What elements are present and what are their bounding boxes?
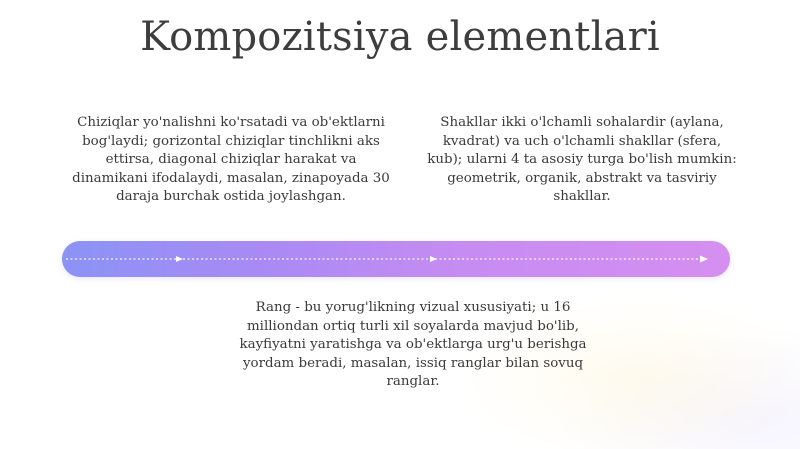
timeline-bar (62, 241, 730, 277)
lines-description: Chiziqlar yo'nalishni ko'rsatadi va ob'ektlarni bog'laydi; gorizontal chiziqlar tinchlikni aks ettirsa, diagonal chiziqlar harakat va dinamikani ifodalaydi, masalan, zinapoyada 30 daraja burchak ostida joylashgan. (72, 115, 390, 205)
slide-title: Kompozitsiya elementlari (140, 14, 660, 60)
timeline-graphic (62, 241, 730, 277)
arrow-right-icon (700, 256, 708, 263)
color-description: Rang - bu yorug'likning vizual xususiyati; u 16 milliondan ortiq turli xil soyalarda mavjud bo'lib, kayfiyatni yaratishga va ob'ektlarga urg'u berishga yordam beradi, masalan, issiq ranglar bilan sovuq ranglar. (239, 300, 587, 390)
shapes-description: Shakllar ikki o'lchamli sohalardir (aylana, kvadrat) va uch o'lchamli shakllar (sfera, kub); ularni 4 ta asosiy turga bo'lish mumkin: geometrik, organik, abstrakt va tasviriy shakllar. (427, 115, 737, 205)
arrow-right-icon (176, 256, 183, 262)
arrow-right-icon (430, 256, 437, 262)
